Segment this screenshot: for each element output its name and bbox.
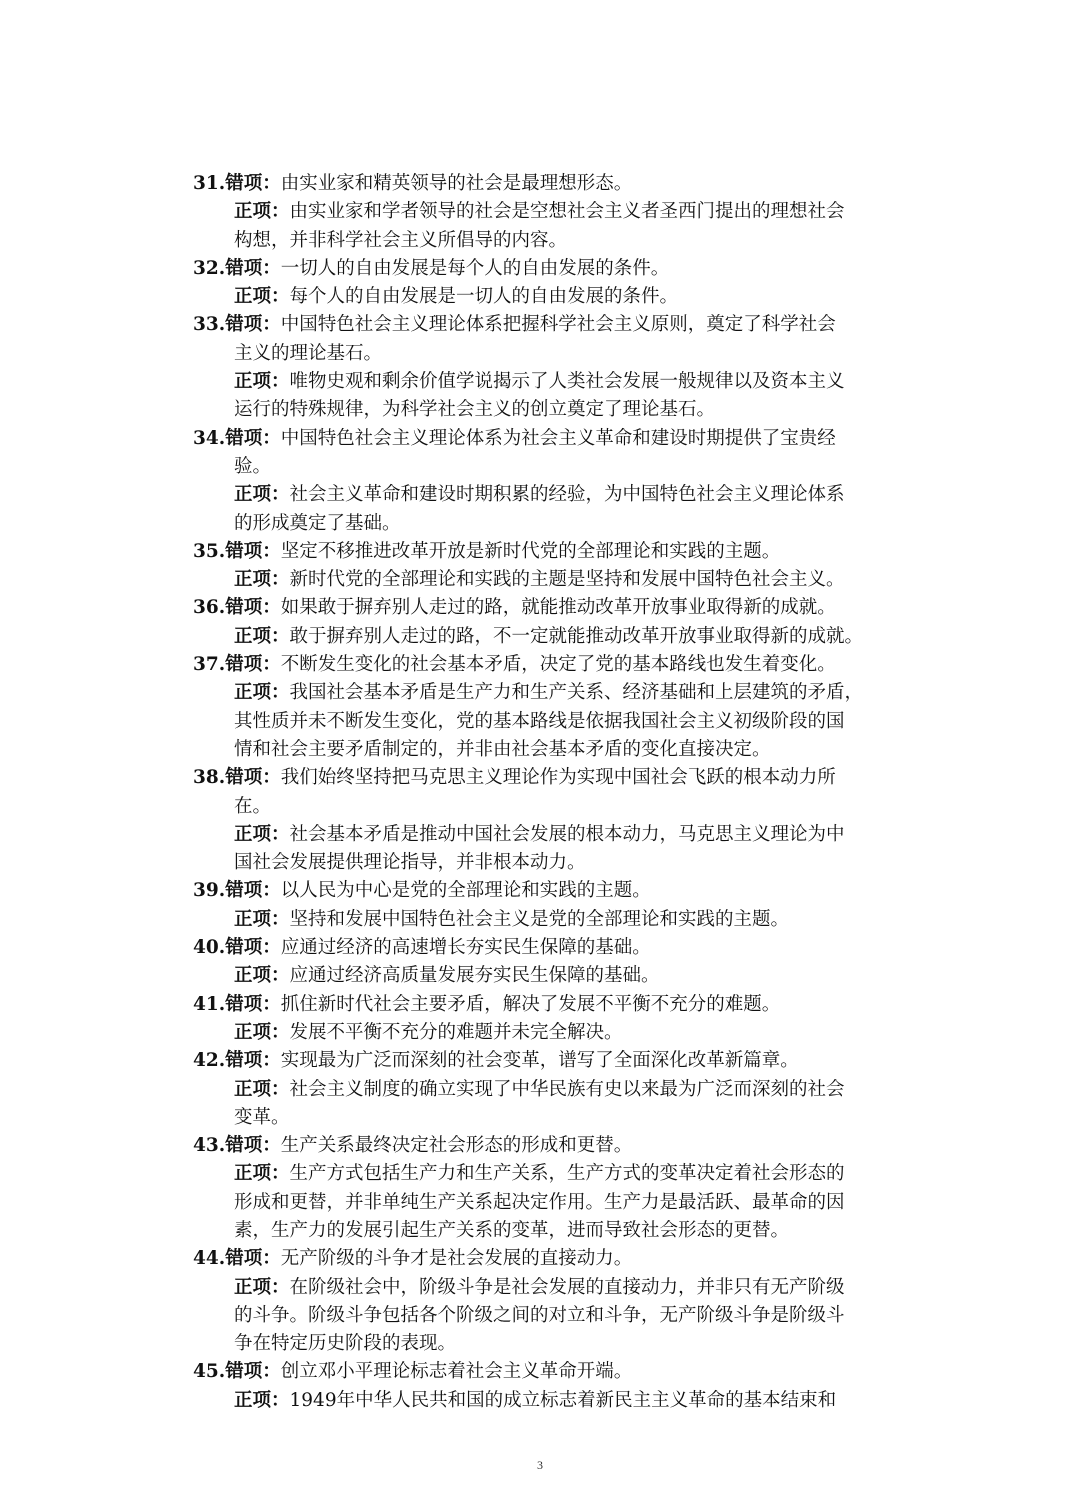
question-item — [193, 538, 953, 595]
wrong-label: 错项： — [225, 654, 281, 676]
correct-text-continued: 争在特定历史阶段的表现。 — [234, 1333, 457, 1355]
question-item — [193, 425, 953, 538]
wrong-statement — [193, 877, 953, 905]
correct-text-continued: 构想，并非科学社会主义所倡导的内容。 — [234, 229, 568, 251]
item-number: 36. — [193, 597, 226, 619]
correct-statement — [193, 198, 953, 226]
correct-text: 发展不平衡不充分的难题并未完全解决。 — [289, 1021, 623, 1043]
correct-label: 正项： — [234, 1021, 290, 1043]
wrong-statement — [193, 538, 953, 566]
correct-statement — [193, 283, 953, 311]
correct-label: 正项： — [234, 682, 290, 704]
correct-text: 由实业家和学者领导的社会是空想社会主义者圣西门提出的理想社会 — [289, 201, 845, 223]
wrong-text: 中国特色社会主义理论体系为社会主义革命和建设时期提供了宝贵经 — [280, 427, 836, 449]
wrong-label: 错项： — [225, 597, 281, 619]
wrong-text-continued: 主义的理论基石。 — [234, 342, 383, 364]
correct-label: 正项： — [234, 1276, 290, 1298]
correct-text-continued: 运行的特殊规律，为科学社会主义的创立奠定了理论基石。 — [234, 399, 716, 421]
correct-statement — [193, 1387, 953, 1415]
correct-text-continued: 形成和更替，并非单纯生产关系起决定作用。生产力是最活跃、最革命的因 — [234, 1191, 845, 1213]
wrong-statement — [193, 991, 953, 1019]
wrong-text: 如果敢于摒弃别人走过的路，就能推动改革开放事业取得新的成就。 — [280, 597, 836, 619]
wrong-statement — [193, 1132, 953, 1160]
correct-statement — [193, 1019, 953, 1047]
question-item — [193, 594, 953, 651]
correct-text: 社会主义革命和建设时期积累的经验，为中国特色社会主义理论体系 — [289, 484, 845, 506]
question-item — [193, 1132, 953, 1245]
wrong-text: 我们始终坚持把马克思主义理论作为实现中国社会飞跃的根本动力所 — [280, 767, 836, 789]
wrong-statement — [193, 651, 953, 679]
correct-statement — [193, 906, 953, 934]
question-item — [193, 934, 953, 991]
question-item — [193, 1245, 953, 1358]
wrong-text-continued: 验。 — [234, 455, 272, 477]
wrong-label: 错项： — [225, 427, 281, 449]
correct-text: 坚持和发展中国特色社会主义是党的全部理论和实践的主题。 — [289, 908, 790, 930]
correct-label: 正项： — [234, 625, 290, 647]
wrong-statement — [193, 425, 953, 453]
wrong-label: 错项： — [225, 257, 281, 279]
wrong-text: 抓住新时代社会主要矛盾，解决了发展不平衡不充分的难题。 — [280, 993, 781, 1015]
correct-statement — [193, 679, 953, 707]
item-number: 32. — [193, 257, 226, 279]
item-number: 45. — [193, 1361, 226, 1383]
wrong-statement — [193, 1358, 953, 1386]
correct-text: 每个人的自由发展是一切人的自由发展的条件。 — [289, 286, 679, 308]
wrong-label: 错项： — [225, 767, 281, 789]
wrong-label: 错项： — [225, 880, 281, 902]
correct-statement — [193, 566, 953, 594]
wrong-statement — [193, 594, 953, 622]
correct-text-continued: 情和社会主要矛盾制定的，并非由社会基本矛盾的变化直接决定。 — [234, 738, 771, 760]
wrong-label: 错项： — [225, 1248, 281, 1270]
wrong-label: 错项： — [225, 314, 281, 336]
wrong-statement — [193, 1245, 953, 1273]
item-number: 38. — [193, 767, 226, 789]
correct-text: 敢于摒弃别人走过的路，不一定就能推动改革开放事业取得新的成就。 — [289, 625, 864, 647]
correct-text: 新时代党的全部理论和实践的主题是坚持和发展中国特色社会主义。 — [289, 569, 845, 591]
correct-text-continued: 其性质并未不断发生变化，党的基本路线是依据我国社会主义初级阶段的国 — [234, 710, 845, 732]
wrong-text: 由实业家和精英领导的社会是最理想形态。 — [280, 173, 633, 194]
wrong-statement — [193, 170, 953, 198]
item-number: 41. — [193, 993, 226, 1015]
correct-text: 我国社会基本矛盾是生产力和生产关系、经济基础和上层建筑的矛盾， — [289, 682, 864, 704]
correct-label: 正项： — [234, 1078, 290, 1100]
correct-text: 1949年中华人民共和国的成立标志着新民主主义革命的基本结束和 — [289, 1389, 837, 1411]
question-item — [193, 651, 953, 764]
wrong-text: 以人民为中心是党的全部理论和实践的主题。 — [280, 880, 651, 902]
wrong-label: 错项： — [225, 1135, 281, 1157]
correct-statement — [193, 1274, 953, 1302]
correct-text: 应通过经济高质量发展夯实民生保障的基础。 — [289, 965, 660, 987]
question-item — [193, 1047, 953, 1132]
correct-statement — [193, 821, 953, 849]
wrong-text: 中国特色社会主义理论体系把握科学社会主义原则，奠定了科学社会 — [280, 314, 836, 336]
item-number: 37. — [193, 654, 226, 676]
item-number: 31. — [193, 173, 226, 194]
correct-label: 正项： — [234, 1389, 290, 1411]
question-item — [193, 764, 953, 877]
wrong-text: 应通过经济的高速增长夯实民生保障的基础。 — [280, 937, 651, 959]
correct-text-continued: 变革。 — [234, 1106, 290, 1128]
wrong-text: 生产关系最终决定社会形态的形成和更替。 — [280, 1135, 633, 1157]
correct-text-continued: 的斗争。阶级斗争包括各个阶级之间的对立和斗争，无产阶级斗争是阶级斗 — [234, 1304, 845, 1326]
question-item — [193, 311, 953, 424]
correct-text: 社会主义制度的确立实现了中华民族有史以来最为广泛而深刻的社会 — [289, 1078, 845, 1100]
correct-text: 社会基本矛盾是推动中国社会发展的根本动力，马克思主义理论为中 — [289, 823, 845, 845]
item-number: 34. — [193, 427, 226, 449]
correct-text-continued: 的形成奠定了基础。 — [234, 512, 401, 534]
item-number: 35. — [193, 540, 226, 562]
correct-text-continued: 国社会发展提供理论指导，并非根本动力。 — [234, 852, 586, 874]
wrong-statement — [193, 934, 953, 962]
correct-text: 在阶级社会中，阶级斗争是社会发展的直接动力，并非只有无产阶级 — [289, 1276, 845, 1298]
wrong-text: 无产阶级的斗争才是社会发展的直接动力。 — [280, 1248, 633, 1270]
wrong-text: 一切人的自由发展是每个人的自由发展的条件。 — [280, 257, 670, 279]
item-number: 44. — [193, 1248, 226, 1270]
item-number: 42. — [193, 1050, 226, 1072]
correct-label: 正项： — [234, 484, 290, 506]
question-item — [193, 170, 953, 255]
wrong-label: 错项： — [225, 1050, 281, 1072]
wrong-label: 错项： — [225, 937, 281, 959]
wrong-statement — [193, 255, 953, 283]
item-number: 40. — [193, 937, 226, 959]
wrong-text-continued: 在。 — [234, 795, 272, 817]
item-number: 39. — [193, 880, 226, 902]
wrong-text: 不断发生变化的社会基本矛盾，决定了党的基本路线也发生着变化。 — [280, 654, 836, 676]
wrong-statement — [193, 764, 953, 792]
wrong-statement — [193, 311, 953, 339]
wrong-label: 错项： — [225, 540, 281, 562]
wrong-label: 错项： — [225, 173, 281, 194]
correct-label: 正项： — [234, 965, 290, 987]
wrong-label: 错项： — [225, 993, 281, 1015]
correct-label: 正项： — [234, 569, 290, 591]
wrong-statement — [193, 1047, 953, 1075]
correct-label: 正项： — [234, 1163, 290, 1185]
correct-text: 唯物史观和剩余价值学说揭示了人类社会发展一般规律以及资本主义 — [289, 371, 845, 393]
wrong-text: 坚定不移推进改革开放是新时代党的全部理论和实践的主题。 — [280, 540, 781, 562]
correct-label: 正项： — [234, 823, 290, 845]
wrong-text: 创立邓小平理论标志着社会主义革命开端。 — [280, 1361, 633, 1383]
correct-statement — [193, 962, 953, 990]
correct-statement — [193, 1076, 953, 1104]
question-item — [193, 1358, 953, 1415]
correct-text-continued: 素，生产力的发展引起生产关系的变革，进而导致社会形态的更替。 — [234, 1219, 790, 1241]
correct-statement — [193, 481, 953, 509]
question-item — [193, 991, 953, 1048]
correct-text: 生产方式包括生产力和生产关系，生产方式的变革决定着社会形态的 — [289, 1163, 845, 1185]
page-number: 3 — [537, 1458, 543, 1472]
question-item — [193, 255, 953, 312]
document-body — [193, 170, 953, 1415]
correct-statement — [193, 1160, 953, 1188]
correct-statement — [193, 368, 953, 396]
question-item — [193, 877, 953, 934]
correct-label: 正项： — [234, 201, 290, 223]
correct-statement — [193, 623, 953, 651]
wrong-text: 实现最为广泛而深刻的社会变革，谱写了全面深化改革新篇章。 — [280, 1050, 799, 1072]
correct-label: 正项： — [234, 286, 290, 308]
item-number: 33. — [193, 314, 226, 336]
wrong-label: 错项： — [225, 1361, 281, 1383]
correct-label: 正项： — [234, 908, 290, 930]
correct-label: 正项： — [234, 371, 290, 393]
item-number: 43. — [193, 1135, 226, 1157]
